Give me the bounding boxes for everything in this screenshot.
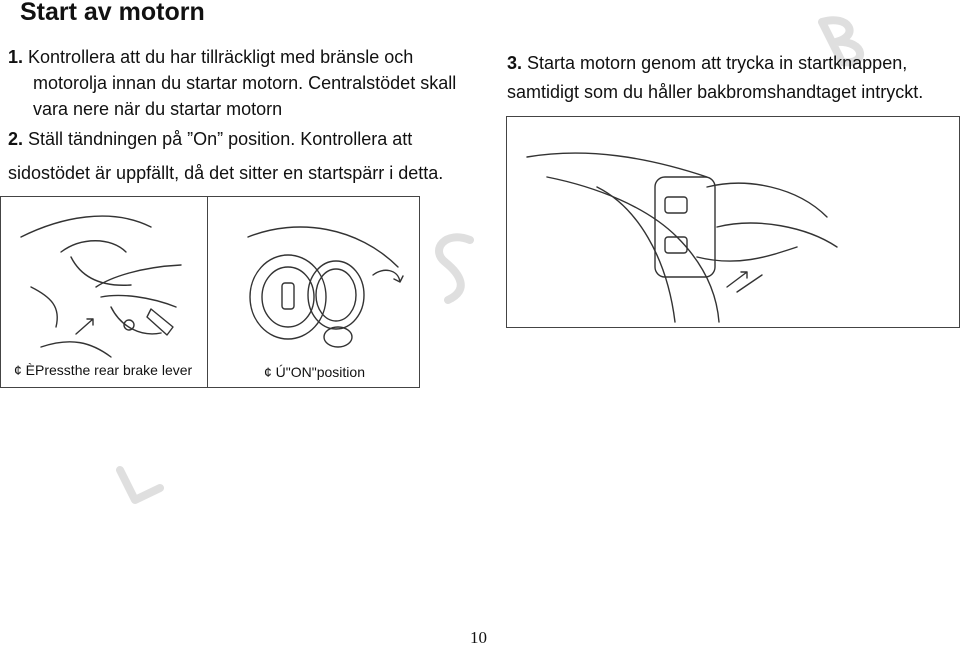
page-title: Start av motorn (20, 0, 205, 26)
step-3-text-1: Starta motorn genom att trycka in startknappen, (527, 53, 908, 73)
step-1-line-1 (8, 44, 464, 70)
figure-brake-lever (0, 196, 208, 388)
step-3-paragraph (507, 50, 957, 105)
step-1-text-3: vara nere när du startar motorn (33, 99, 283, 119)
step-2-line-1 (8, 126, 464, 152)
step-3-line-1 (507, 50, 957, 76)
figure-start-button (506, 116, 960, 328)
caption-ignition-key: ¢ Ú"ON"position (264, 364, 365, 380)
ignition-key-illustration (208, 197, 419, 387)
step-2-text-1: Ställ tändningen på ”On” position. Kontrollera att (28, 129, 413, 149)
page-number: 10 (470, 628, 487, 647)
step-3-number: 3. (507, 53, 523, 73)
step-2-paragraph (8, 126, 464, 186)
step-1-text-1: Kontrollera att du har tillräckligt med bränsle och (28, 47, 414, 67)
step-2-text-2: sidostödet är uppfällt, då det sitter en startspärr i detta. (8, 163, 444, 183)
step-2-line-2 (8, 160, 464, 186)
step-1-number: 1. (8, 47, 24, 67)
start-button-illustration (507, 117, 959, 327)
step-1-line-3 (8, 96, 464, 122)
brake-lever-illustration (1, 197, 207, 387)
caption-brake-lever: ¢ ÈPressthe rear brake lever (14, 362, 193, 378)
step-2-number: 2. (8, 129, 24, 149)
step-1-text-2: motorolja innan du startar motorn. Centralstödet skall (33, 73, 457, 93)
step-3-line-2 (507, 79, 957, 105)
step-1-line-2 (8, 70, 464, 96)
step-1-paragraph (8, 44, 464, 122)
step-3-text-2: samtidigt som du håller bakbromshandtaget intryckt. (507, 82, 924, 102)
figure-ignition-key (207, 196, 420, 388)
